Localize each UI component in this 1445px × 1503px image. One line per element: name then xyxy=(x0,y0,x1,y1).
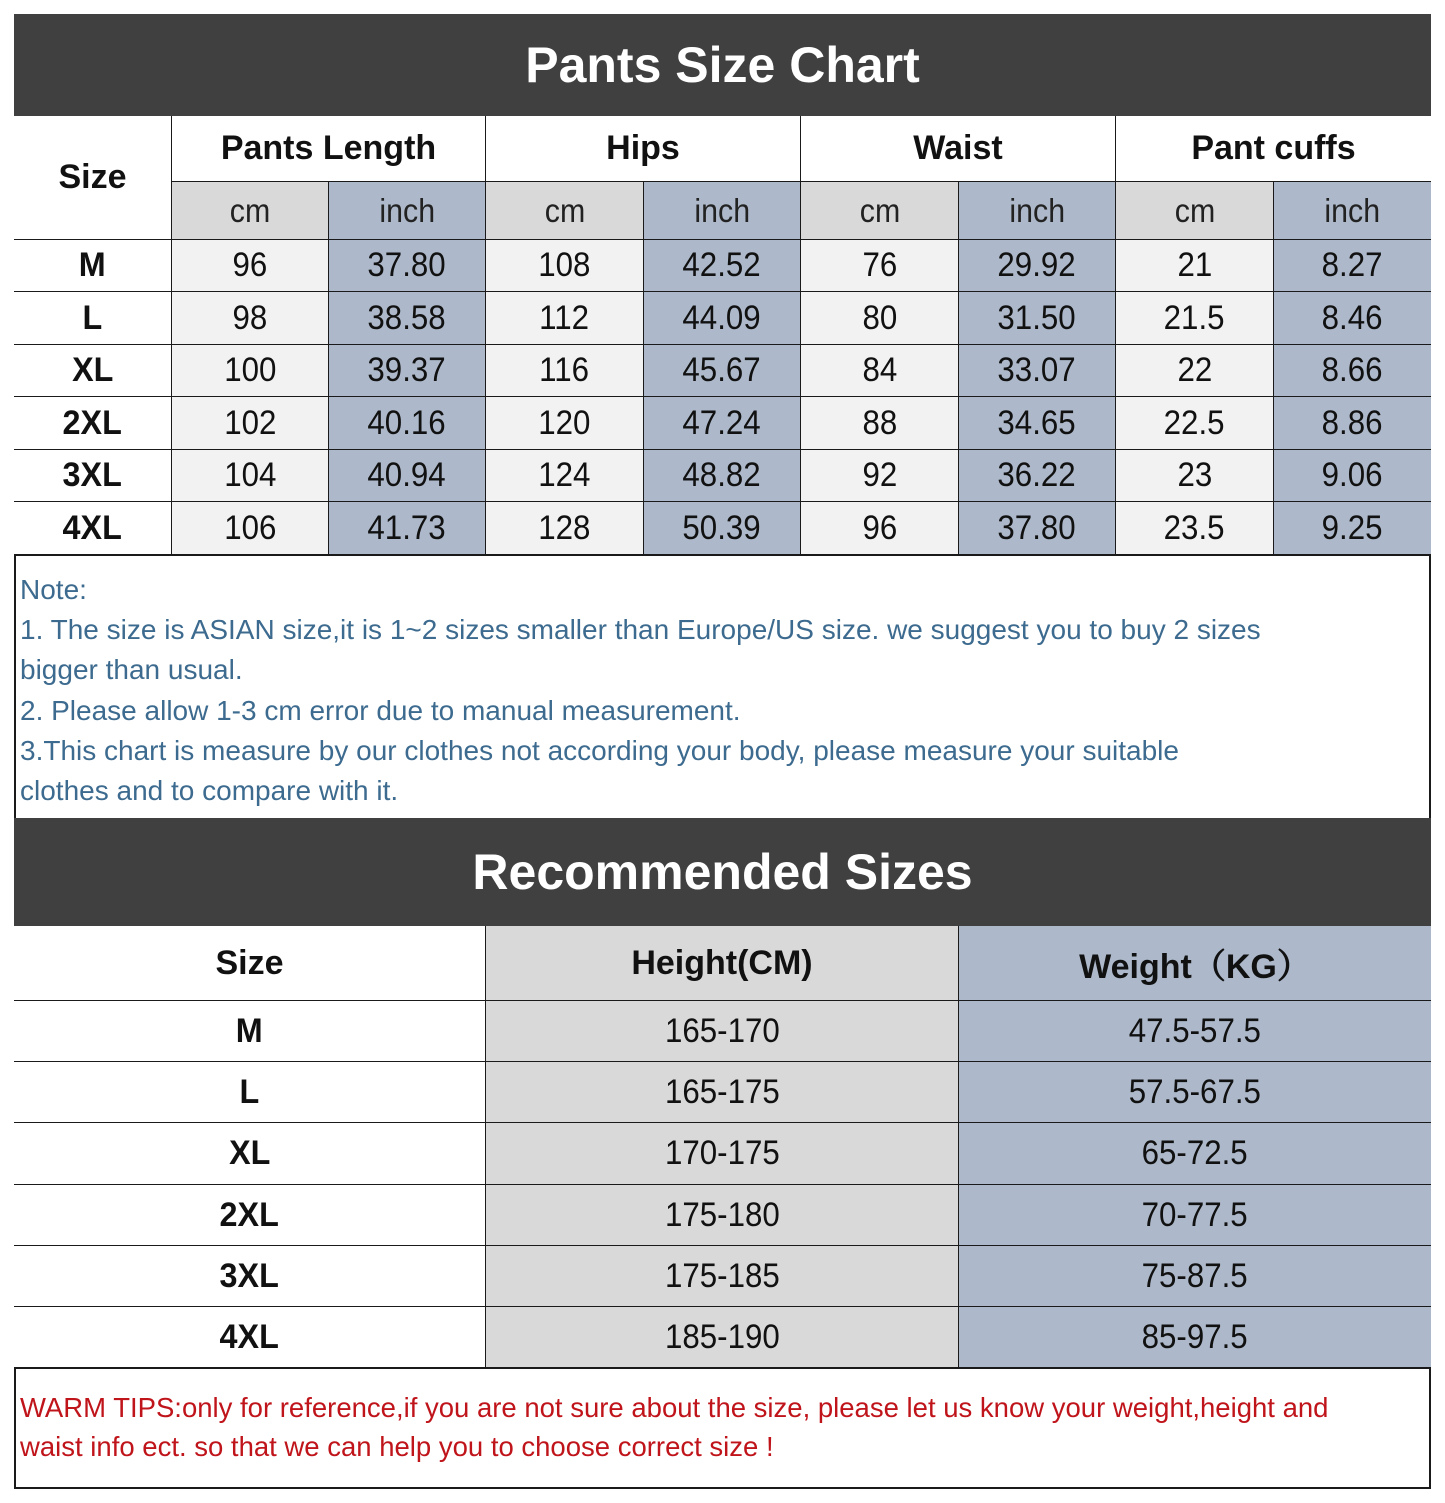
note-line-1-cont: bigger than usual. xyxy=(20,654,243,686)
table-cell xyxy=(172,292,330,346)
table-cell-text: 80 xyxy=(862,298,897,337)
unit-header-cm xyxy=(172,182,330,241)
table-cell xyxy=(644,397,802,451)
size-column-header-text: Size xyxy=(215,943,284,982)
size-label xyxy=(14,1123,487,1186)
table-cell-text: 88 xyxy=(862,403,897,442)
height-column-header-text: Height(CM) xyxy=(631,943,813,982)
table-cell xyxy=(959,345,1117,398)
weight-range-text: 70-77.5 xyxy=(1141,1195,1249,1234)
table-cell-text: 9.06 xyxy=(1322,456,1383,494)
size-label-text: XL xyxy=(71,351,114,389)
size-label xyxy=(14,345,173,398)
size-label-text: M xyxy=(236,1011,263,1050)
table-cell-text: 76 xyxy=(862,246,897,284)
recommended-title: Recommended Sizes xyxy=(472,844,973,900)
table-cell-text: 108 xyxy=(538,246,591,284)
table-cell xyxy=(329,397,487,451)
size-label xyxy=(14,450,173,503)
table-cell-text: 21.5 xyxy=(1164,298,1225,337)
size-chart-title: Pants Size Chart xyxy=(525,37,920,93)
table-cell-text: 92 xyxy=(862,456,897,494)
table-cell-text: 22.5 xyxy=(1164,403,1225,442)
table-cell xyxy=(644,345,802,398)
table-cell-text: 22 xyxy=(1177,351,1212,389)
table-cell xyxy=(801,450,960,503)
height-range-text: 185-190 xyxy=(664,1317,780,1356)
warm-tips-section xyxy=(14,1369,1431,1489)
weight-range-text: 57.5-67.5 xyxy=(1128,1072,1262,1111)
note-line-2: 2. Please allow 1-3 cm error due to manual measurement. xyxy=(20,694,741,726)
size-label xyxy=(14,292,173,346)
height-range-text: 165-170 xyxy=(664,1011,780,1050)
unit-header-inch-text: inch xyxy=(1324,191,1381,229)
table-cell-text: 29.92 xyxy=(997,246,1077,284)
size-label xyxy=(14,1307,487,1369)
table-cell xyxy=(172,397,330,451)
table-cell-text: 36.22 xyxy=(997,456,1077,494)
height-range xyxy=(486,1307,960,1369)
table-cell xyxy=(1116,450,1275,503)
table-cell xyxy=(172,502,330,556)
size-label xyxy=(14,240,173,293)
unit-header-cm-text: cm xyxy=(859,191,900,229)
weight-range xyxy=(959,1185,1431,1247)
table-cell-text: 23.5 xyxy=(1164,508,1225,547)
table-cell-text: 8.86 xyxy=(1322,403,1383,442)
table-cell xyxy=(959,450,1117,503)
table-cell xyxy=(486,345,645,398)
weight-range xyxy=(959,1001,1431,1063)
table-cell-text: 124 xyxy=(538,456,591,494)
table-cell-text: 96 xyxy=(862,508,897,547)
weight-range-text: 65-72.5 xyxy=(1141,1134,1249,1172)
unit-header-cm-text: cm xyxy=(1174,191,1215,229)
table-cell xyxy=(801,292,960,346)
size-label xyxy=(14,1062,487,1124)
table-cell xyxy=(172,345,330,398)
table-cell xyxy=(486,502,645,556)
group-header-waist-text: Waist xyxy=(913,129,1003,167)
table-cell xyxy=(959,240,1117,293)
table-cell xyxy=(1274,397,1431,451)
height-range xyxy=(486,1001,960,1063)
unit-header-inch xyxy=(644,182,802,241)
table-cell xyxy=(801,502,960,556)
table-cell-text: 106 xyxy=(223,508,277,547)
table-cell-text: 128 xyxy=(538,508,591,547)
group-header-pant-cuffs-text: Pant cuffs xyxy=(1191,129,1356,167)
unit-header-cm-text: cm xyxy=(229,191,271,229)
size-label-text: 4XL xyxy=(62,508,123,547)
weight-range xyxy=(959,1123,1431,1186)
size-chart-title-bar xyxy=(14,14,1431,116)
table-cell xyxy=(329,292,487,346)
unit-header-inch-text: inch xyxy=(694,191,750,229)
table-cell xyxy=(644,502,802,556)
size-label xyxy=(14,502,173,556)
height-range-text: 175-185 xyxy=(664,1256,780,1295)
table-cell-text: 8.27 xyxy=(1322,246,1383,284)
note-line-3-cont: clothes and to compare with it. xyxy=(20,775,399,807)
table-cell xyxy=(172,450,330,503)
size-label-text: 2XL xyxy=(219,1195,280,1234)
table-cell-text: 48.82 xyxy=(682,456,762,494)
size-label xyxy=(14,1185,487,1247)
table-cell-text: 47.24 xyxy=(682,403,762,442)
table-cell-text: 44.09 xyxy=(682,298,762,337)
table-cell xyxy=(801,240,960,293)
table-cell xyxy=(486,397,645,451)
height-range xyxy=(486,1062,960,1124)
unit-header-inch-text: inch xyxy=(379,191,435,229)
group-header-hips-text: Hips xyxy=(606,129,680,167)
table-cell-text: 31.50 xyxy=(997,298,1077,337)
recommended-title-bar xyxy=(14,818,1431,926)
table-cell xyxy=(172,240,330,293)
table-cell xyxy=(644,450,802,503)
weight-range-text: 47.5-57.5 xyxy=(1128,1011,1262,1050)
table-cell xyxy=(1116,292,1275,346)
table-cell xyxy=(644,292,802,346)
table-cell-text: 102 xyxy=(223,403,277,442)
note-line-3: 3.This chart is measure by our clothes not according your body, please measure your suitable xyxy=(20,734,1179,766)
table-cell-text: 96 xyxy=(232,246,268,284)
table-cell xyxy=(959,502,1117,556)
size-label-text: 2XL xyxy=(62,403,123,442)
weight-range xyxy=(959,1307,1431,1369)
table-cell xyxy=(329,240,487,293)
size-label-text: 4XL xyxy=(219,1317,280,1356)
unit-header-cm xyxy=(486,182,645,241)
table-cell xyxy=(1116,502,1275,556)
table-cell-text: 98 xyxy=(232,298,268,337)
table-cell-text: 112 xyxy=(539,298,590,337)
weight-range xyxy=(959,1062,1431,1124)
size-label xyxy=(14,1001,487,1063)
table-cell xyxy=(486,240,645,293)
height-range xyxy=(486,1246,960,1308)
size-column-header-text: Size xyxy=(58,158,127,196)
table-cell xyxy=(801,397,960,451)
table-cell-text: 42.52 xyxy=(682,246,762,284)
table-cell-text: 50.39 xyxy=(682,508,762,547)
table-cell xyxy=(1274,240,1431,293)
unit-header-cm xyxy=(801,182,960,241)
size-label-text: 3XL xyxy=(62,456,123,494)
table-cell-text: 37.80 xyxy=(367,246,447,284)
table-cell-text: 33.07 xyxy=(997,351,1077,389)
table-cell-text: 40.94 xyxy=(367,456,447,494)
group-header-waist xyxy=(801,116,1117,183)
size-label-text: XL xyxy=(228,1134,271,1172)
table-cell xyxy=(1274,292,1431,346)
table-cell-text: 41.73 xyxy=(367,508,447,547)
size-column-header xyxy=(14,926,487,1002)
height-range xyxy=(486,1123,960,1186)
table-cell-text: 8.46 xyxy=(1322,298,1383,337)
table-cell xyxy=(959,397,1117,451)
notes-section xyxy=(14,556,1431,818)
note-line-1: 1. The size is ASIAN size,it is 1~2 sizes smaller than Europe/US size. we suggest you to buy 2 sizes xyxy=(20,614,1261,646)
table-cell-text: 34.65 xyxy=(997,403,1077,442)
unit-header-cm-text: cm xyxy=(544,191,585,229)
table-cell xyxy=(486,292,645,346)
table-cell xyxy=(1116,345,1275,398)
unit-header-inch xyxy=(1274,182,1431,241)
table-cell-text: 39.37 xyxy=(367,351,447,389)
group-header-hips xyxy=(486,116,802,183)
group-header-pants-length xyxy=(172,116,487,183)
table-cell-text: 116 xyxy=(539,351,590,389)
size-label xyxy=(14,1246,487,1308)
table-cell-text: 38.58 xyxy=(367,298,447,337)
unit-header-inch-text: inch xyxy=(1009,191,1065,229)
table-cell xyxy=(1116,240,1275,293)
table-cell xyxy=(1274,345,1431,398)
table-cell-text: 23 xyxy=(1177,456,1212,494)
weight-column-header xyxy=(959,926,1431,1002)
table-cell xyxy=(1116,397,1275,451)
height-range-text: 175-180 xyxy=(664,1195,780,1234)
unit-header-inch xyxy=(959,182,1117,241)
unit-header-cm xyxy=(1116,182,1275,241)
group-header-pants-length-text: Pants Length xyxy=(220,129,437,167)
table-cell-text: 40.16 xyxy=(367,403,447,442)
table-cell-text: 100 xyxy=(223,351,277,389)
height-range xyxy=(486,1185,960,1247)
note-heading: Note: xyxy=(20,574,87,605)
size-label-text: L xyxy=(239,1072,260,1111)
table-cell xyxy=(486,450,645,503)
warm-tips-line-1: WARM TIPS:only for reference,if you are not sure about the size, please let us know your weight,height and xyxy=(20,1392,1329,1423)
size-label xyxy=(14,397,173,451)
height-column-header xyxy=(486,926,960,1002)
height-range-text: 170-175 xyxy=(664,1134,780,1172)
size-label-text: M xyxy=(79,246,106,284)
table-cell xyxy=(959,292,1117,346)
table-cell-text: 120 xyxy=(538,403,591,442)
group-header-pant-cuffs xyxy=(1116,116,1431,183)
table-cell xyxy=(329,345,487,398)
table-cell-text: 37.80 xyxy=(997,508,1077,547)
weight-column-header-text: Weight（KG） xyxy=(1079,947,1311,986)
table-cell xyxy=(801,345,960,398)
table-cell xyxy=(644,240,802,293)
table-cell-text: 84 xyxy=(862,351,897,389)
table-cell xyxy=(329,450,487,503)
table-cell-text: 104 xyxy=(223,456,277,494)
size-column-header xyxy=(14,116,173,241)
warm-tips-line-2: waist info ect. so that we can help you to choose correct size ! xyxy=(20,1430,774,1462)
height-range-text: 165-175 xyxy=(664,1072,780,1111)
table-cell xyxy=(1274,502,1431,556)
weight-range-text: 85-97.5 xyxy=(1141,1317,1249,1356)
unit-header-inch xyxy=(329,182,487,241)
table-cell-text: 21 xyxy=(1177,246,1212,284)
weight-range xyxy=(959,1246,1431,1308)
table-cell-text: 8.66 xyxy=(1322,351,1383,389)
weight-range-text: 75-87.5 xyxy=(1141,1256,1249,1295)
table-cell-text: 9.25 xyxy=(1322,508,1383,547)
table-cell-text: 45.67 xyxy=(682,351,762,389)
table-cell xyxy=(1274,450,1431,503)
size-label-text: 3XL xyxy=(219,1256,280,1295)
size-label-text: L xyxy=(82,298,103,337)
table-cell xyxy=(329,502,487,556)
